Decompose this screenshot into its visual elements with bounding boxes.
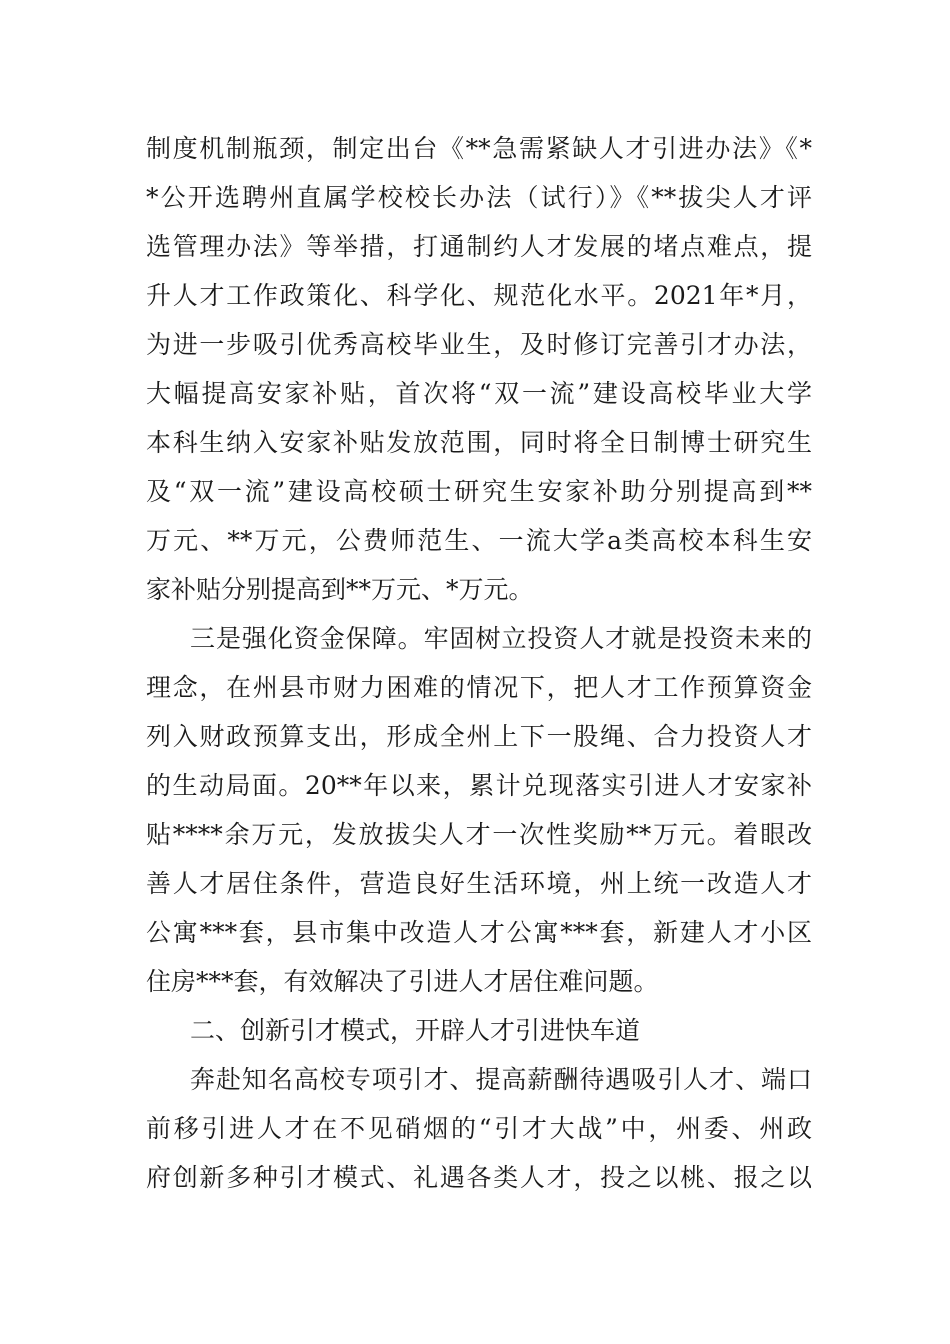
text-line: 理念，在州县市财力困难的情况下，把人才工作预算资金	[146, 673, 812, 702]
paragraph-first-line: 三是强化资金保障。牢固树立投资人才就是投资未来的	[190, 624, 812, 653]
text-line: 升人才工作政策化、科学化、规范化水平。2021年*月，	[146, 281, 812, 310]
text-line: 万元、**万元，公费师范生、一流大学a类高校本科生安	[146, 526, 812, 555]
text-line: 本科生纳入安家补贴发放范围，同时将全日制博士研究生	[146, 428, 812, 457]
text-line: 善人才居住条件，营造良好生活环境，州上统一改造人才	[146, 869, 812, 898]
document-body	[146, 124, 812, 1202]
text-line: 制度机制瓶颈，制定出台《**急需紧缺人才引进办法》《*	[146, 134, 812, 163]
text-line: 列入财政预算支出，形成全州上下一股绳、合力投资人才	[146, 722, 812, 751]
text-line: *公开选聘州直属学校校长办法（试行）》《**拔尖人才评	[146, 183, 812, 212]
text-line: 大幅提高安家补贴，首次将“双一流”建设高校毕业大学	[146, 379, 812, 408]
text-line: 家补贴分别提高到**万元、*万元。	[146, 575, 534, 604]
text-line: 前移引进人才在不见硝烟的“引才大战”中，州委、州政	[146, 1114, 812, 1143]
text-line: 贴****余万元，发放拔尖人才一次性奖励**万元。着眼改	[146, 820, 812, 849]
text-line: 选管理办法》等举措，打通制约人才发展的堵点难点，提	[146, 232, 812, 261]
text-line: 及“双一流”建设高校硕士研究生安家补助分别提高到**	[146, 477, 812, 506]
text-line: 府创新多种引才模式、礼遇各类人才，投之以桃、报之以	[146, 1163, 812, 1192]
section-heading: 二、创新引才模式，开辟人才引进快车道	[190, 1016, 641, 1045]
text-line: 住房***套，有效解决了引进人才居住难问题。	[146, 967, 659, 996]
text-line: 为进一步吸引优秀高校毕业生，及时修订完善引才办法，	[146, 330, 812, 359]
text-line: 的生动局面。20**年以来，累计兑现落实引进人才安家补	[146, 771, 812, 800]
text-line: 公寓***套，县市集中改造人才公寓***套，新建人才小区	[146, 918, 812, 947]
paragraph-first-line: 奔赴知名高校专项引才、提高薪酬待遇吸引人才、端口	[190, 1065, 812, 1094]
